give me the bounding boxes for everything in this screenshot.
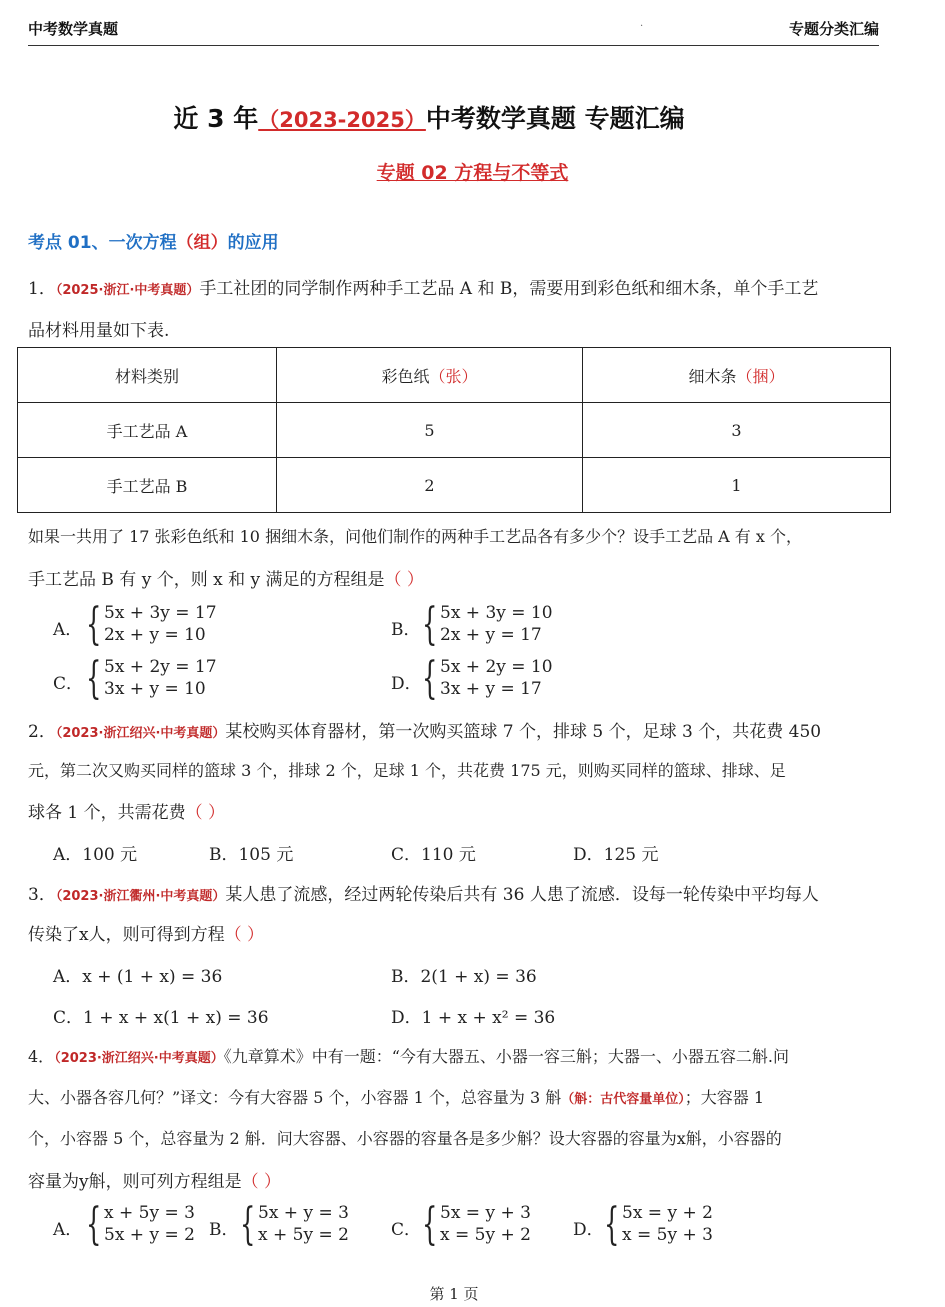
table-cell: 5 xyxy=(277,403,583,458)
brace-icon: { xyxy=(422,599,438,650)
table-row xyxy=(18,403,891,458)
q3-option-c: C．1 + x + x(1 + x) = 36 xyxy=(53,1008,269,1028)
title-post: 中考数学真题 专题汇编 xyxy=(425,104,685,133)
q3-source: （2023·浙江衢州·中考真题） xyxy=(55,889,226,904)
q1-option-c-label: C． xyxy=(53,674,84,694)
q1-line-1 xyxy=(28,274,885,299)
header-right: 专题分类汇编 xyxy=(788,20,879,38)
table-header-row xyxy=(18,348,891,403)
table-header-cell: 细木条（捆） xyxy=(583,348,891,403)
q2-line-2: 元，第二次又购买同样的篮球 3 个，排球 2 个，足球 1 个，共花费 175 元，则购买同样的篮球、排球、足 xyxy=(28,761,786,780)
q1-line-2: 品材料用量如下表. xyxy=(28,321,170,341)
q4-blank: （ ） xyxy=(241,1172,282,1192)
q2-line-3 xyxy=(28,798,885,823)
table-header-cell: 材料类别 xyxy=(18,348,277,403)
material-table xyxy=(17,347,891,513)
table-cell: 手工艺品 B xyxy=(18,458,277,513)
q3-blank: （ ） xyxy=(224,925,264,945)
brace-icon: { xyxy=(86,1199,102,1250)
q1-line-3: 如果一共用了 17 张彩色纸和 10 捆细木条，问他们制作的两种手工艺品各有多少个？设手工艺品 A 有 x 个， xyxy=(28,527,802,546)
q1-option-a-label: A． xyxy=(53,620,83,640)
q1-source: （2025·浙江·中考真题） xyxy=(55,283,200,298)
q1-option-b-label: B． xyxy=(391,620,421,640)
header-left: 中考数学真题 xyxy=(28,20,119,38)
q4-source: （2023·浙江绍兴·中考真题） xyxy=(54,1051,224,1066)
q4-text-2a: 大、小器各容几何？”译文：今有大容器 5 个，小容器 1 个，总容量为 3 斛 xyxy=(28,1088,562,1107)
q3-option-a: A．x + (1 + x) = 36 xyxy=(53,967,223,987)
section-post: 的应用 xyxy=(227,233,279,253)
q3-option-b: B．2(1 + x) = 36 xyxy=(391,967,537,987)
table-cell: 手工艺品 A xyxy=(18,403,277,458)
q4-note: （斛：古代容量单位） xyxy=(561,1092,685,1107)
q1-line-4 xyxy=(28,565,885,590)
q2-option-b: B．105 元 xyxy=(209,845,294,865)
q4-line-2 xyxy=(28,1085,885,1108)
q4-text-2b: ；大容器 1 xyxy=(684,1088,765,1107)
table-header-cell: 彩色纸（张） xyxy=(277,348,583,403)
q3-line-2 xyxy=(28,920,885,945)
q1-text-4: 手工艺品 B 有 y 个，则 x 和 y 满足的方程组是 xyxy=(28,570,385,590)
q2-text-1: 某校购买体育器材，第一次购买篮球 7 个，排球 5 个，足球 3 个，共花费 450 xyxy=(225,722,822,742)
q1-number: 1． xyxy=(28,279,56,299)
table-row xyxy=(18,458,891,513)
q3-text-2: 传染了x人，则可得到方程 xyxy=(28,925,225,945)
table-cell: 3 xyxy=(583,403,891,458)
q4-option-d-label: D． xyxy=(573,1220,604,1240)
q3-option-d: D．1 + x + x² = 36 xyxy=(391,1008,556,1028)
brace-icon: { xyxy=(422,1199,438,1250)
header-divider xyxy=(28,45,879,46)
page-number: 第 1 页 xyxy=(429,1285,479,1303)
q3-text-1: 某人患了流感，经过两轮传染后共有 36 人患了流感．设每一轮传染中平均每人 xyxy=(225,885,819,905)
q4-text-1: 《九章算术》中有一题：“今有大器五、小器一容三斛；大器一、小器五容二斛.问 xyxy=(223,1047,790,1066)
q3-number: 3． xyxy=(28,885,56,905)
table-cell: 1 xyxy=(583,458,891,513)
q4-line-1 xyxy=(28,1044,885,1067)
brace-icon: { xyxy=(422,653,438,704)
q1-option-d-label: D． xyxy=(391,674,422,694)
q4-line-4 xyxy=(28,1167,885,1192)
header-dot: . xyxy=(640,18,644,29)
q3-line-1 xyxy=(28,880,885,905)
q2-option-d: D．125 元 xyxy=(573,845,659,865)
title-years: （2023-2025） xyxy=(258,108,426,132)
q1-blank: （ ） xyxy=(384,570,424,590)
q4-line-3: 个，小容器 5 个，总容量为 2 斛．问大容器、小容器的容量各是多少斛？设大容器的容量为x斛，小容器的 xyxy=(28,1129,782,1148)
q4-option-c-label: C． xyxy=(391,1220,422,1240)
q2-source: （2023·浙江绍兴·中考真题） xyxy=(55,726,226,741)
title-pre: 近 3 年 xyxy=(173,104,259,133)
section-pre: 考点 01、一次方程 xyxy=(28,233,177,253)
q2-number: 2． xyxy=(28,722,56,742)
section-heading xyxy=(28,228,279,253)
section-mid: （组） xyxy=(176,233,228,253)
q2-option-a: A．100 元 xyxy=(53,845,138,865)
brace-icon: { xyxy=(86,599,102,650)
q2-option-c: C．110 元 xyxy=(391,845,476,865)
brace-icon: { xyxy=(604,1199,620,1250)
q4-option-b-label: B． xyxy=(209,1220,239,1240)
q4-option-a-label: A． xyxy=(53,1220,83,1240)
q2-line-1 xyxy=(28,717,885,742)
brace-icon: { xyxy=(86,653,102,704)
table-cell: 2 xyxy=(277,458,583,513)
page-subtitle: 专题 02 方程与不等式 xyxy=(376,162,569,184)
q2-blank: （ ） xyxy=(185,803,226,823)
q1-text-1: 手工社团的同学制作两种手工艺品 A 和 B，需要用到彩色纸和细木条，单个手工艺 xyxy=(199,279,819,299)
brace-icon: { xyxy=(240,1199,256,1250)
page-title xyxy=(0,99,858,135)
q4-number: 4． xyxy=(28,1047,55,1066)
q4-text-4: 容量为y斛，则可列方程组是 xyxy=(28,1172,242,1192)
q2-text-3: 球各 1 个，共需花费 xyxy=(28,803,186,823)
